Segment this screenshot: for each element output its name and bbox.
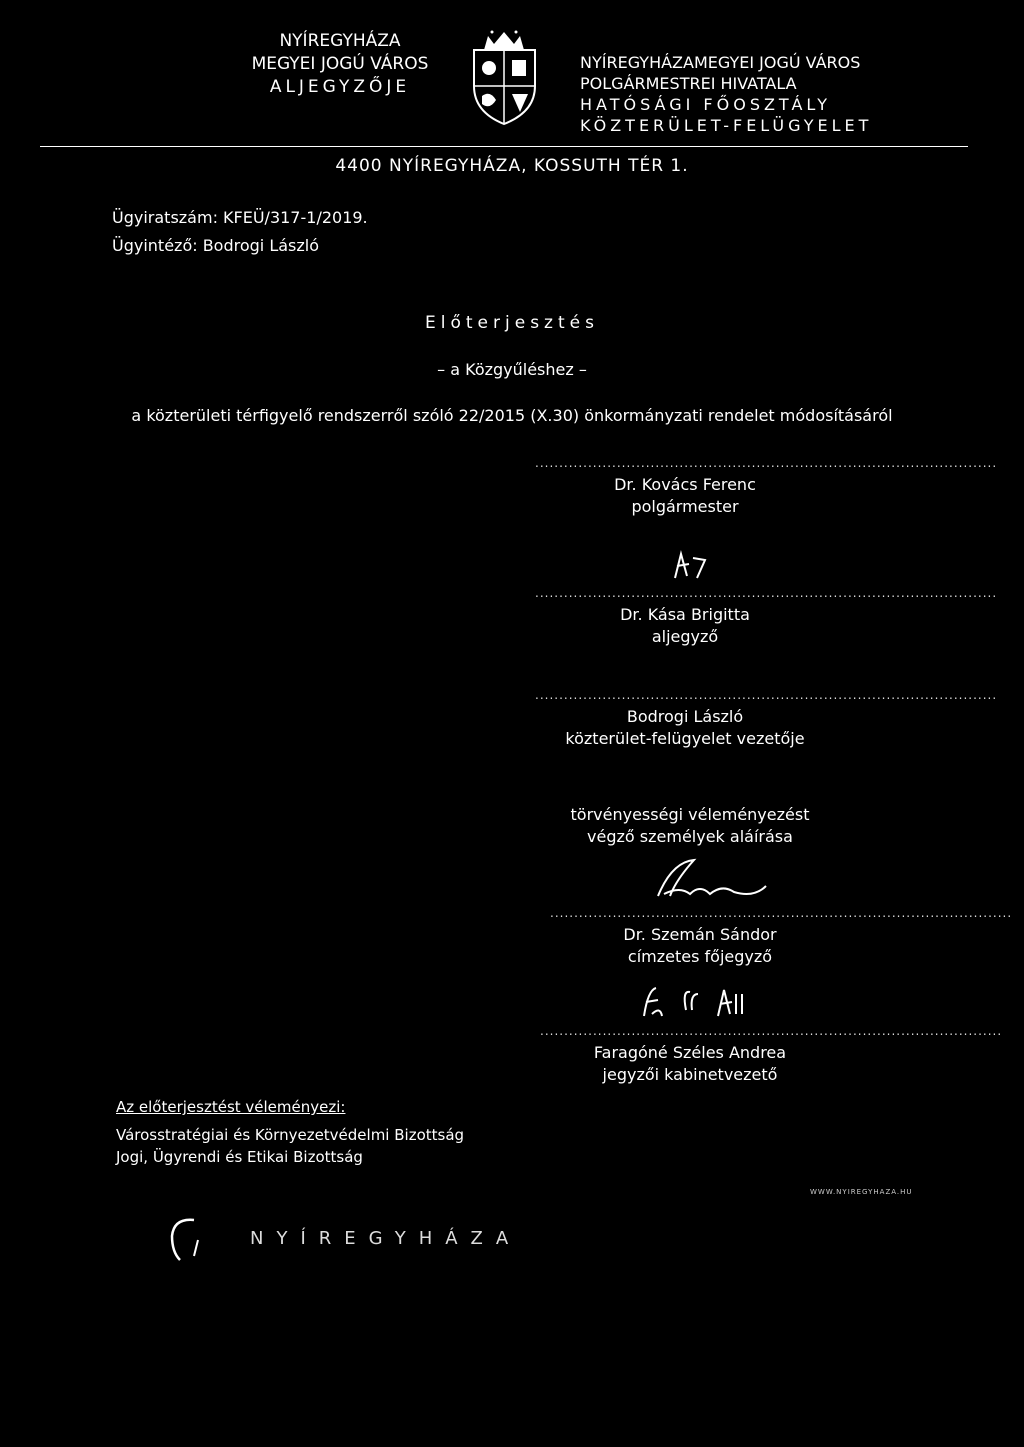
reviewer-committee-2: Jogi, Ügyrendi és Etikai Bizottság	[116, 1148, 363, 1166]
city-logo-icon	[164, 1214, 208, 1266]
case-number: Ügyiratszám: KFEÜ/317-1/2019.	[112, 208, 368, 227]
signature-block-enforcement-head	[535, 684, 998, 750]
header-left-line-3: ALJEGYZŐJE	[269, 77, 411, 97]
signature-role: közterület-felügyelet vezetője	[565, 729, 805, 748]
header-left-line-2: MEGYEI JOGÚ VÁROS	[251, 54, 429, 74]
handwritten-signature-icon	[610, 856, 790, 902]
document-subject: a közterületi térfigyelő rendszerről szóló 22/2015 (X.30) önkormányzati rendelet módosításáról	[131, 406, 893, 425]
reviewers-heading: Az előterjesztést véleményezi:	[116, 1098, 346, 1116]
header-right-line-2: POLGÁRMESTREI HIVATALA	[580, 74, 797, 93]
signature-block-deputy-notary	[535, 550, 998, 648]
signature-name: Faragóné Széles Andrea	[593, 1043, 787, 1062]
document-title: Előterjesztés	[425, 313, 599, 333]
header-right-block	[580, 52, 872, 136]
legal-review-heading-line-1: törvényességi véleményezést	[570, 805, 810, 824]
signature-name: Dr. Kovács Ferenc	[614, 475, 756, 494]
case-officer: Ügyintéző: Bodrogi László	[112, 236, 320, 255]
legal-review-heading	[540, 804, 840, 848]
header-right-line-3: HATÓSÁGI FŐOSZTÁLY	[580, 95, 831, 114]
legal-review-heading-line-2: végző személyek aláírása	[587, 827, 793, 846]
signature-role: polgármester	[631, 497, 739, 516]
signature-role: aljegyző	[651, 627, 719, 646]
signature-line: ................................................................................................	[535, 456, 998, 470]
header-right-line-1: NYÍREGYHÁZAMEGYEI JOGÚ VÁROS	[580, 53, 861, 72]
header-divider	[40, 146, 968, 147]
header-left-block	[230, 30, 450, 99]
signature-block-chief-notary	[550, 856, 1013, 968]
reviewer-committee-1: Városstratégiai és Környezetvédelmi Bizottság	[116, 1126, 465, 1144]
signature-line: ................................................................................................	[550, 906, 1013, 920]
signature-name: Bodrogi László	[626, 707, 744, 726]
city-crest-icon	[462, 28, 547, 128]
signature-line: ................................................................................................	[535, 586, 998, 600]
document-subtitle: – a Közgyűléshez –	[437, 360, 587, 379]
signature-block-cabinet-head	[540, 980, 1003, 1086]
signature-line: ................................................................................................	[540, 1024, 1003, 1038]
header-left-line-1: NYÍREGYHÁZA	[279, 31, 401, 51]
signature-line: ................................................................................................	[535, 688, 998, 702]
header-right-line-4: KÖZTERÜLET-FELÜGYELET	[580, 116, 873, 135]
footer-website: WWW.NYIREGYHAZA.HU	[810, 1188, 913, 1196]
signature-name: Dr. Szemán Sándor	[623, 925, 777, 944]
footer-brand: NYÍREGYHÁZA	[250, 1228, 522, 1249]
signature-role: címzetes főjegyző	[627, 947, 773, 966]
signature-role: jegyzői kabinetvezető	[602, 1065, 778, 1084]
handwritten-signature-icon	[590, 980, 790, 1020]
header-address: 4400 NYÍREGYHÁZA, KOSSUTH TÉR 1.	[335, 156, 689, 176]
handwritten-signature-icon	[625, 550, 745, 582]
signature-name: Dr. Kása Brigitta	[620, 605, 750, 624]
signature-block-mayor	[535, 452, 998, 518]
